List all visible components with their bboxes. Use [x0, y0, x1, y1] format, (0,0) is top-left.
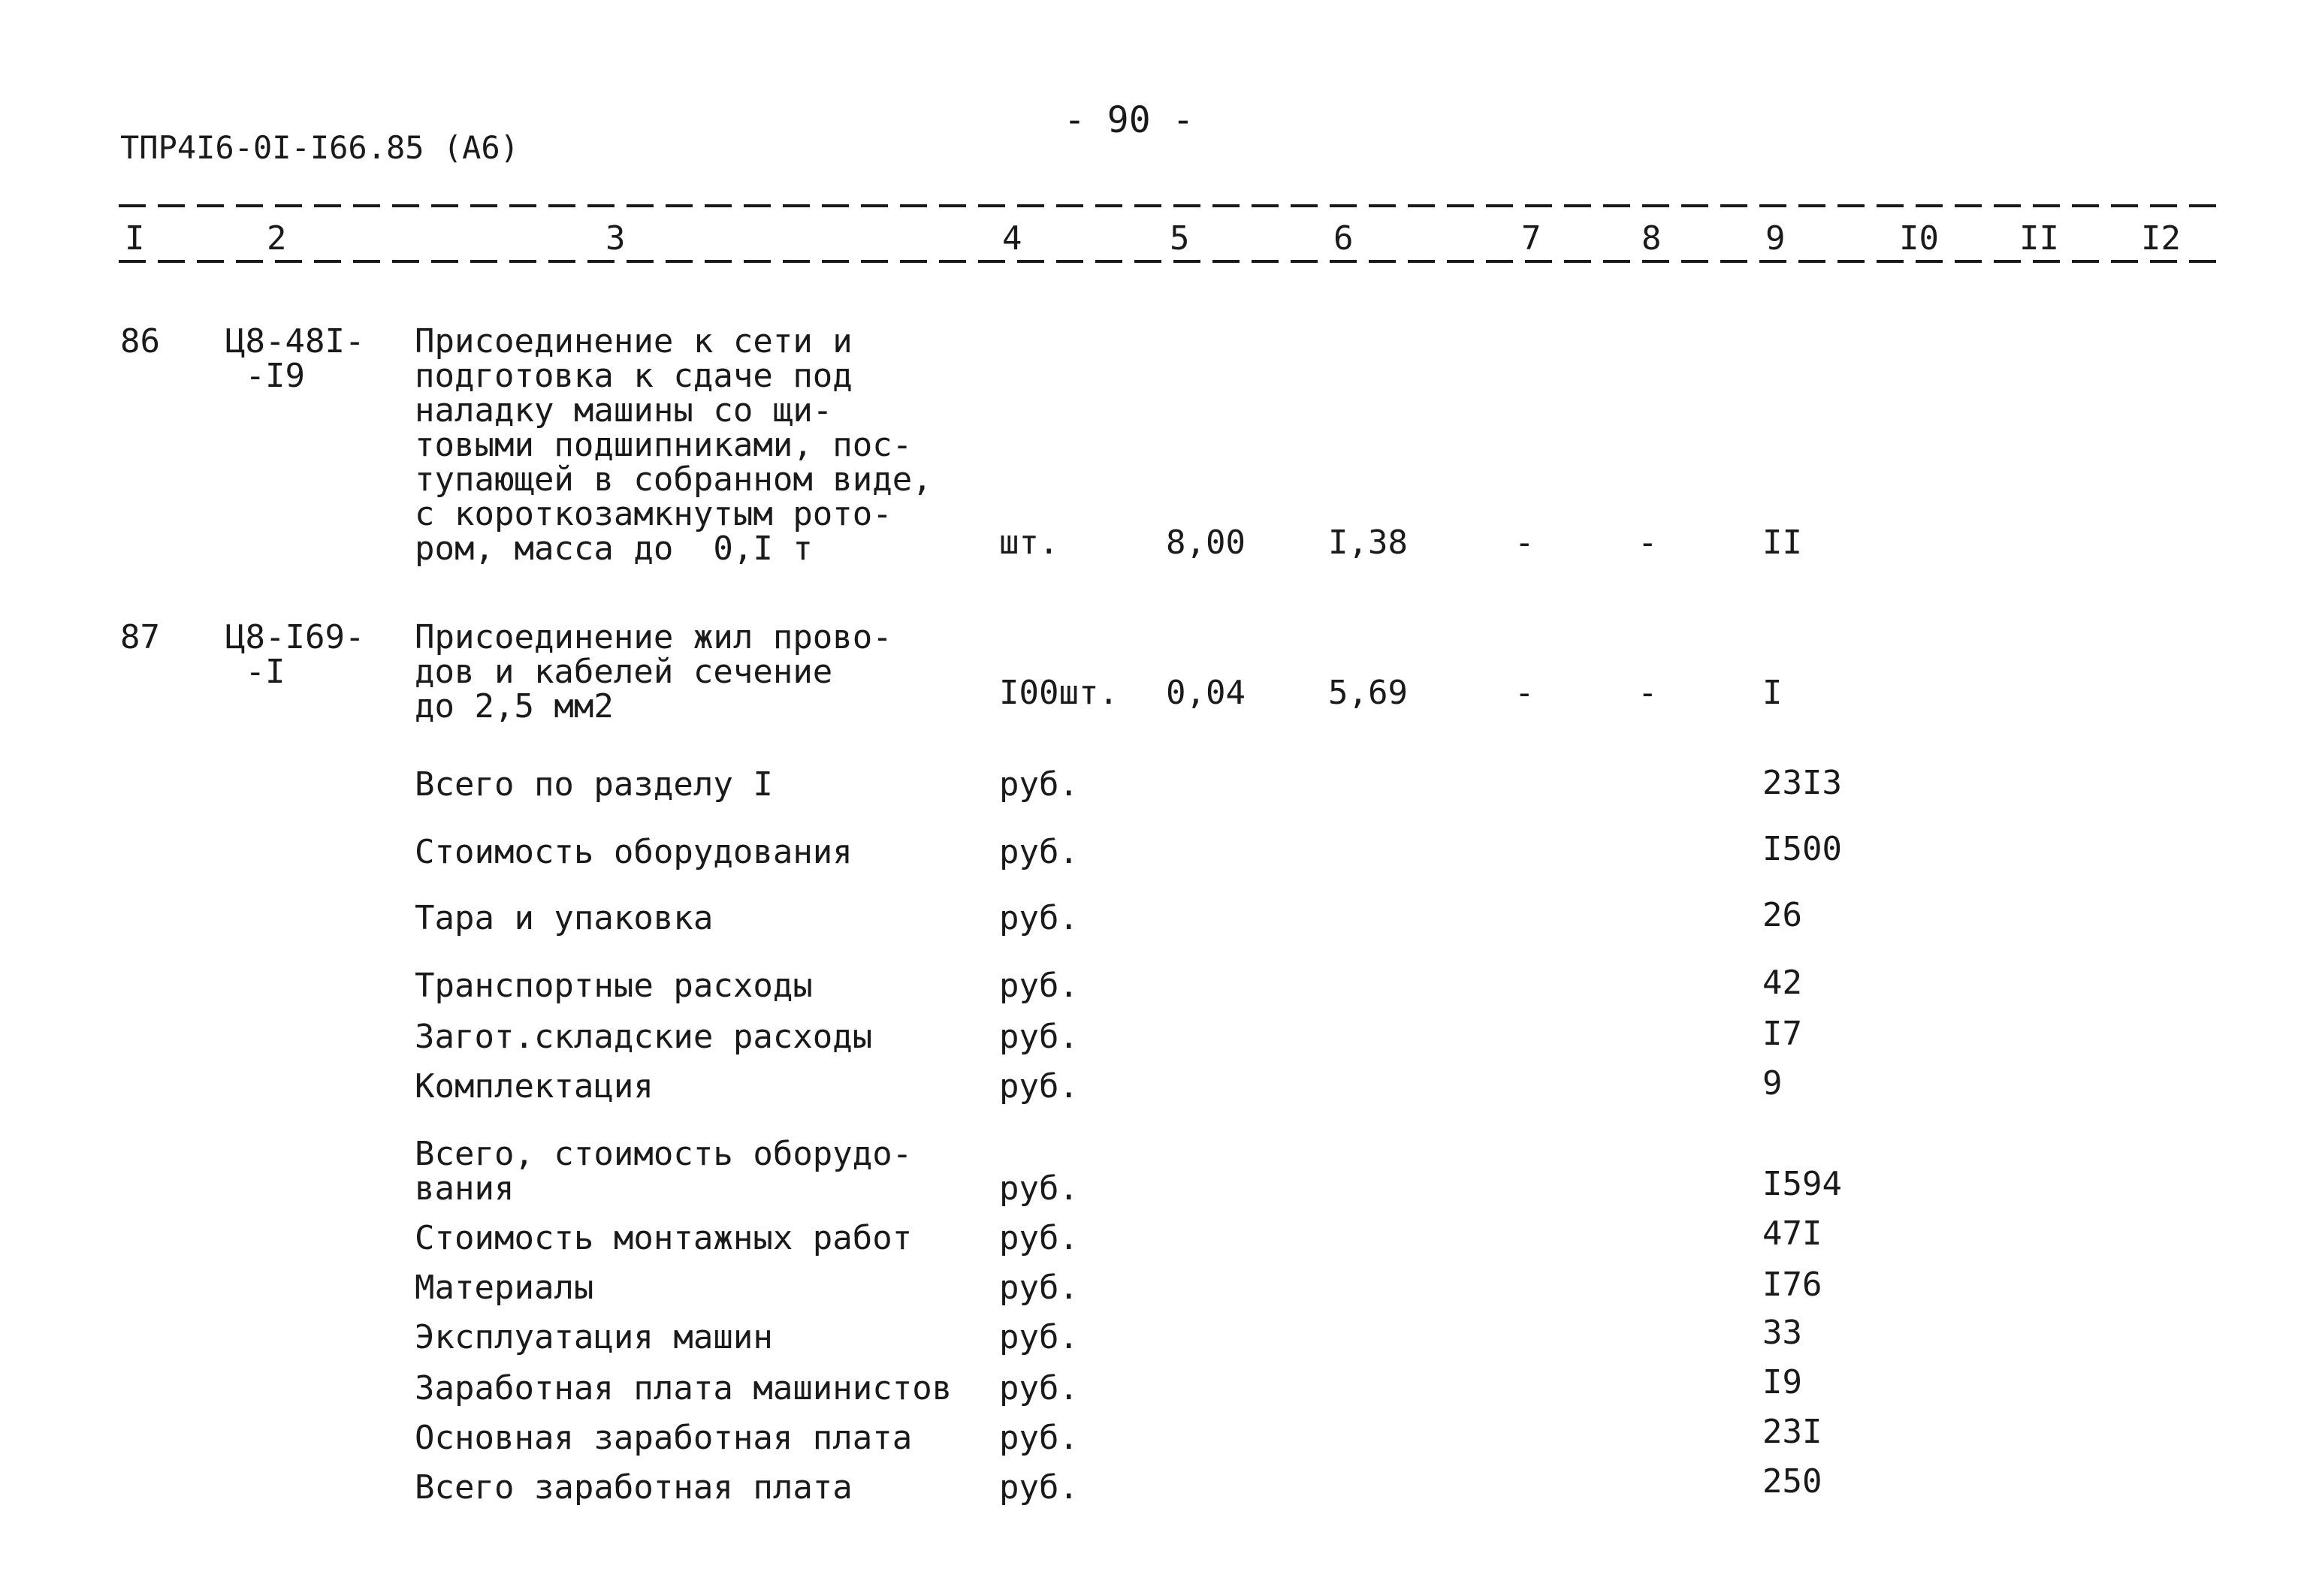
row-col7: -	[1514, 523, 1535, 562]
row-col6: 5,69	[1328, 674, 1408, 712]
summary-unit: руб.	[999, 899, 1079, 937]
summary-value: 9	[1762, 1064, 1783, 1103]
summary-unit: руб.	[999, 967, 1079, 1005]
summary-label: Стоимость монтажных работ	[415, 1219, 913, 1257]
row-col8: -	[1638, 674, 1658, 712]
summary-unit: руб.	[999, 1318, 1079, 1356]
summary-label: Транспортные расходы	[415, 967, 813, 1005]
row-number: 86	[120, 322, 160, 361]
summary-value: 23I3	[1762, 764, 1842, 802]
column-number: 4	[1002, 219, 1022, 258]
summary-unit: руб.	[999, 1269, 1079, 1307]
summary-value: I594	[1762, 1165, 1842, 1203]
summary-unit: руб.	[999, 1169, 1079, 1208]
column-number: I2	[2141, 219, 2181, 258]
summary-unit: руб.	[999, 1419, 1079, 1457]
summary-label: Всего по разделу I	[415, 765, 773, 804]
summary-value: 42	[1762, 964, 1802, 1002]
column-number: 7	[1521, 219, 1542, 258]
summary-label: Заработная плата машинистов	[415, 1369, 953, 1407]
summary-label: Материалы	[415, 1269, 594, 1307]
summary-label: Стоимость оборудования	[415, 833, 853, 871]
column-number: 9	[1765, 219, 1786, 258]
column-number: 8	[1641, 219, 1662, 258]
row-description: Присоединение к сети и подготовка к сдаче под наладку машины со щи- товыми подшипниками, пос- тупающей в собранном виде, с короткозамкнутым рото- ром, масса до 0,I т	[415, 322, 932, 568]
column-number: 5	[1170, 219, 1190, 258]
row-number: 87	[120, 618, 160, 656]
document-code: ТПР4I6-0I-I66.85 (А6)	[120, 129, 520, 166]
summary-value: 250	[1762, 1462, 1822, 1501]
summary-unit: руб.	[999, 1018, 1079, 1056]
column-number: 6	[1333, 219, 1354, 258]
row-col9: II	[1762, 523, 1802, 562]
header-top-rule	[119, 204, 2222, 207]
summary-value: I500	[1762, 830, 1842, 868]
column-number: 2	[267, 219, 287, 258]
summary-unit: руб.	[999, 1369, 1079, 1407]
summary-unit: руб.	[999, 1219, 1079, 1257]
summary-value: 23I	[1762, 1413, 1822, 1451]
summary-unit: руб.	[999, 765, 1079, 804]
row-unit: I00шт.	[999, 674, 1119, 712]
row-col5: 0,04	[1166, 674, 1246, 712]
row-col6: I,38	[1328, 523, 1408, 562]
summary-unit: руб.	[999, 1468, 1079, 1507]
column-number: I	[125, 219, 145, 258]
summary-value: I76	[1762, 1266, 1822, 1304]
row-code: Ц8-48I- -I9	[225, 322, 365, 395]
row-col7: -	[1514, 674, 1535, 712]
summary-unit: руб.	[999, 833, 1079, 871]
summary-label: Всего заработная плата	[415, 1468, 853, 1507]
column-number: 3	[605, 219, 626, 258]
summary-value: 26	[1762, 896, 1802, 934]
summary-value: I7	[1762, 1015, 1802, 1053]
summary-value: 47I	[1762, 1214, 1822, 1253]
row-description: Присоединение жил прово- дов и кабелей сечение до 2,5 мм2	[415, 618, 892, 726]
page-number: - 90 -	[1064, 99, 1194, 141]
row-col9: I	[1762, 674, 1783, 712]
summary-value: 33	[1762, 1314, 1802, 1352]
summary-unit: руб.	[999, 1067, 1079, 1106]
summary-label: Эксплуатация машин	[415, 1318, 773, 1356]
summary-label: Основная заработная плата	[415, 1419, 913, 1457]
row-code: Ц8-I69- -I	[225, 618, 365, 691]
column-number: II	[2019, 219, 2059, 258]
row-col8: -	[1638, 523, 1658, 562]
summary-label: Комплектация	[415, 1067, 654, 1106]
summary-value: I9	[1762, 1363, 1802, 1401]
row-col5: 8,00	[1166, 523, 1246, 562]
summary-label: Всего, стоимость оборудо- вания	[415, 1135, 913, 1208]
column-number: I0	[1899, 219, 1939, 258]
row-unit: шт.	[999, 523, 1059, 562]
summary-label: Тара и упаковка	[415, 899, 714, 937]
header-bottom-rule	[119, 260, 2222, 263]
summary-label: Загот.складские расходы	[415, 1018, 873, 1056]
